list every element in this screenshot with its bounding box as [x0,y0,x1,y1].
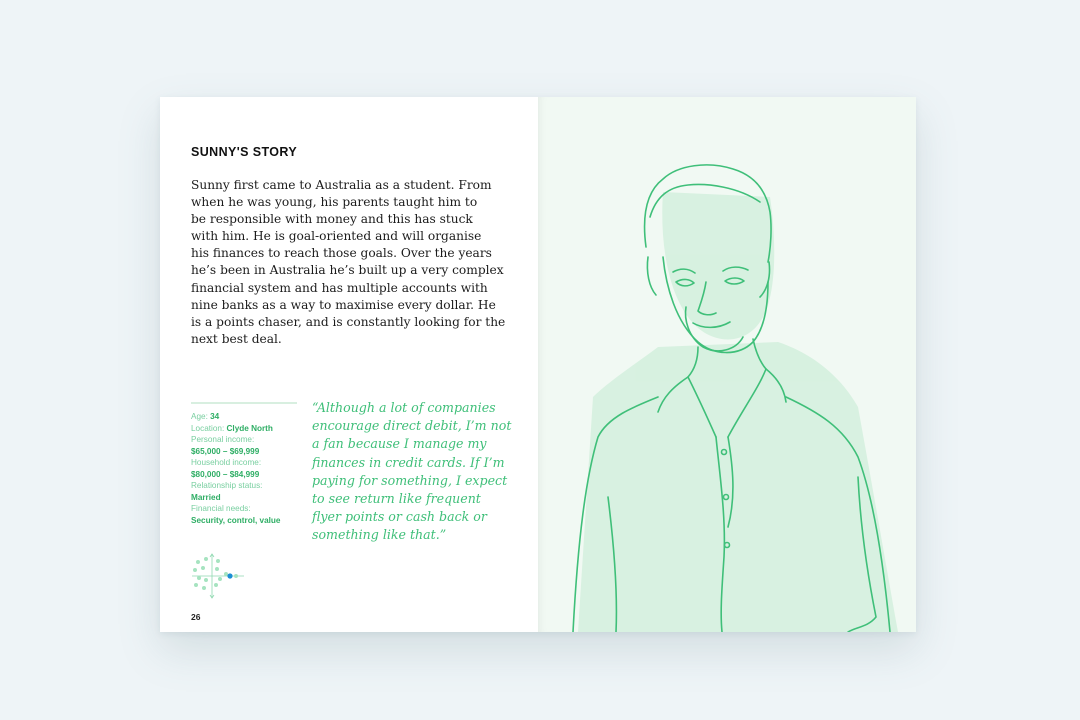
pull-quote [312,399,512,545]
page-number: 26 [191,612,201,622]
fact-label: Financial needs: [191,504,251,513]
body-line: nine banks as a way to maximise every dollar. He [191,297,496,312]
fact-value: $80,000 – $84,999 [191,469,260,479]
quote-line: something like that.” [312,527,447,543]
fact-value: Married [191,492,221,502]
body-line: Sunny first came to Australia as a student. From [191,178,492,192]
profile-facts [191,411,303,526]
quote-line: to see return like frequent [312,491,481,507]
fact-value: Clyde North [226,423,273,433]
fact-age [191,411,303,423]
body-line: financial system and has multiple accounts with [191,280,488,295]
dot-matrix-icon [190,552,246,600]
story-body [191,177,506,348]
quote-line: finances in credit cards. If I’m [312,454,505,470]
fact-value: 34 [210,412,220,421]
facts-divider [191,402,297,404]
fact-value: Security, control, value [191,515,281,525]
fact-label: Location: [191,423,225,433]
fact-label: Age: [191,412,208,421]
left-page [160,97,538,632]
body-line: his finances to reach those goals. Over the years [191,246,492,261]
quote-line: a fan because I manage my [312,436,487,452]
fact-label: Personal income: [191,435,255,444]
fact-value: $65,000 – $69,999 [191,446,260,456]
fact-label: Household income: [191,458,262,467]
body-line: he’s been in Australia he’s built up a very complex [191,263,504,278]
right-page [538,97,916,632]
fact-location [191,423,303,435]
body-line: next best deal. [191,331,282,346]
quote-line: flyer points or cash back or [312,509,487,525]
story-title: SUNNY'S STORY [191,145,298,159]
body-line: be responsible with money and this has stuck [191,212,473,227]
line-drawing-portrait [538,97,916,632]
quote-line: encourage direct debit, I’m not [312,418,512,434]
quote-line: “Although a lot of companies [312,400,496,415]
fact-label: Relationship status: [191,481,263,490]
book-spread [160,97,916,632]
quote-line: paying for something, I expect [312,472,508,488]
body-line: is a points chaser, and is constantly looking for the [191,314,506,329]
body-line: with him. He is goal-oriented and will organise [191,229,482,244]
body-line: when he was young, his parents taught him to [191,195,478,210]
